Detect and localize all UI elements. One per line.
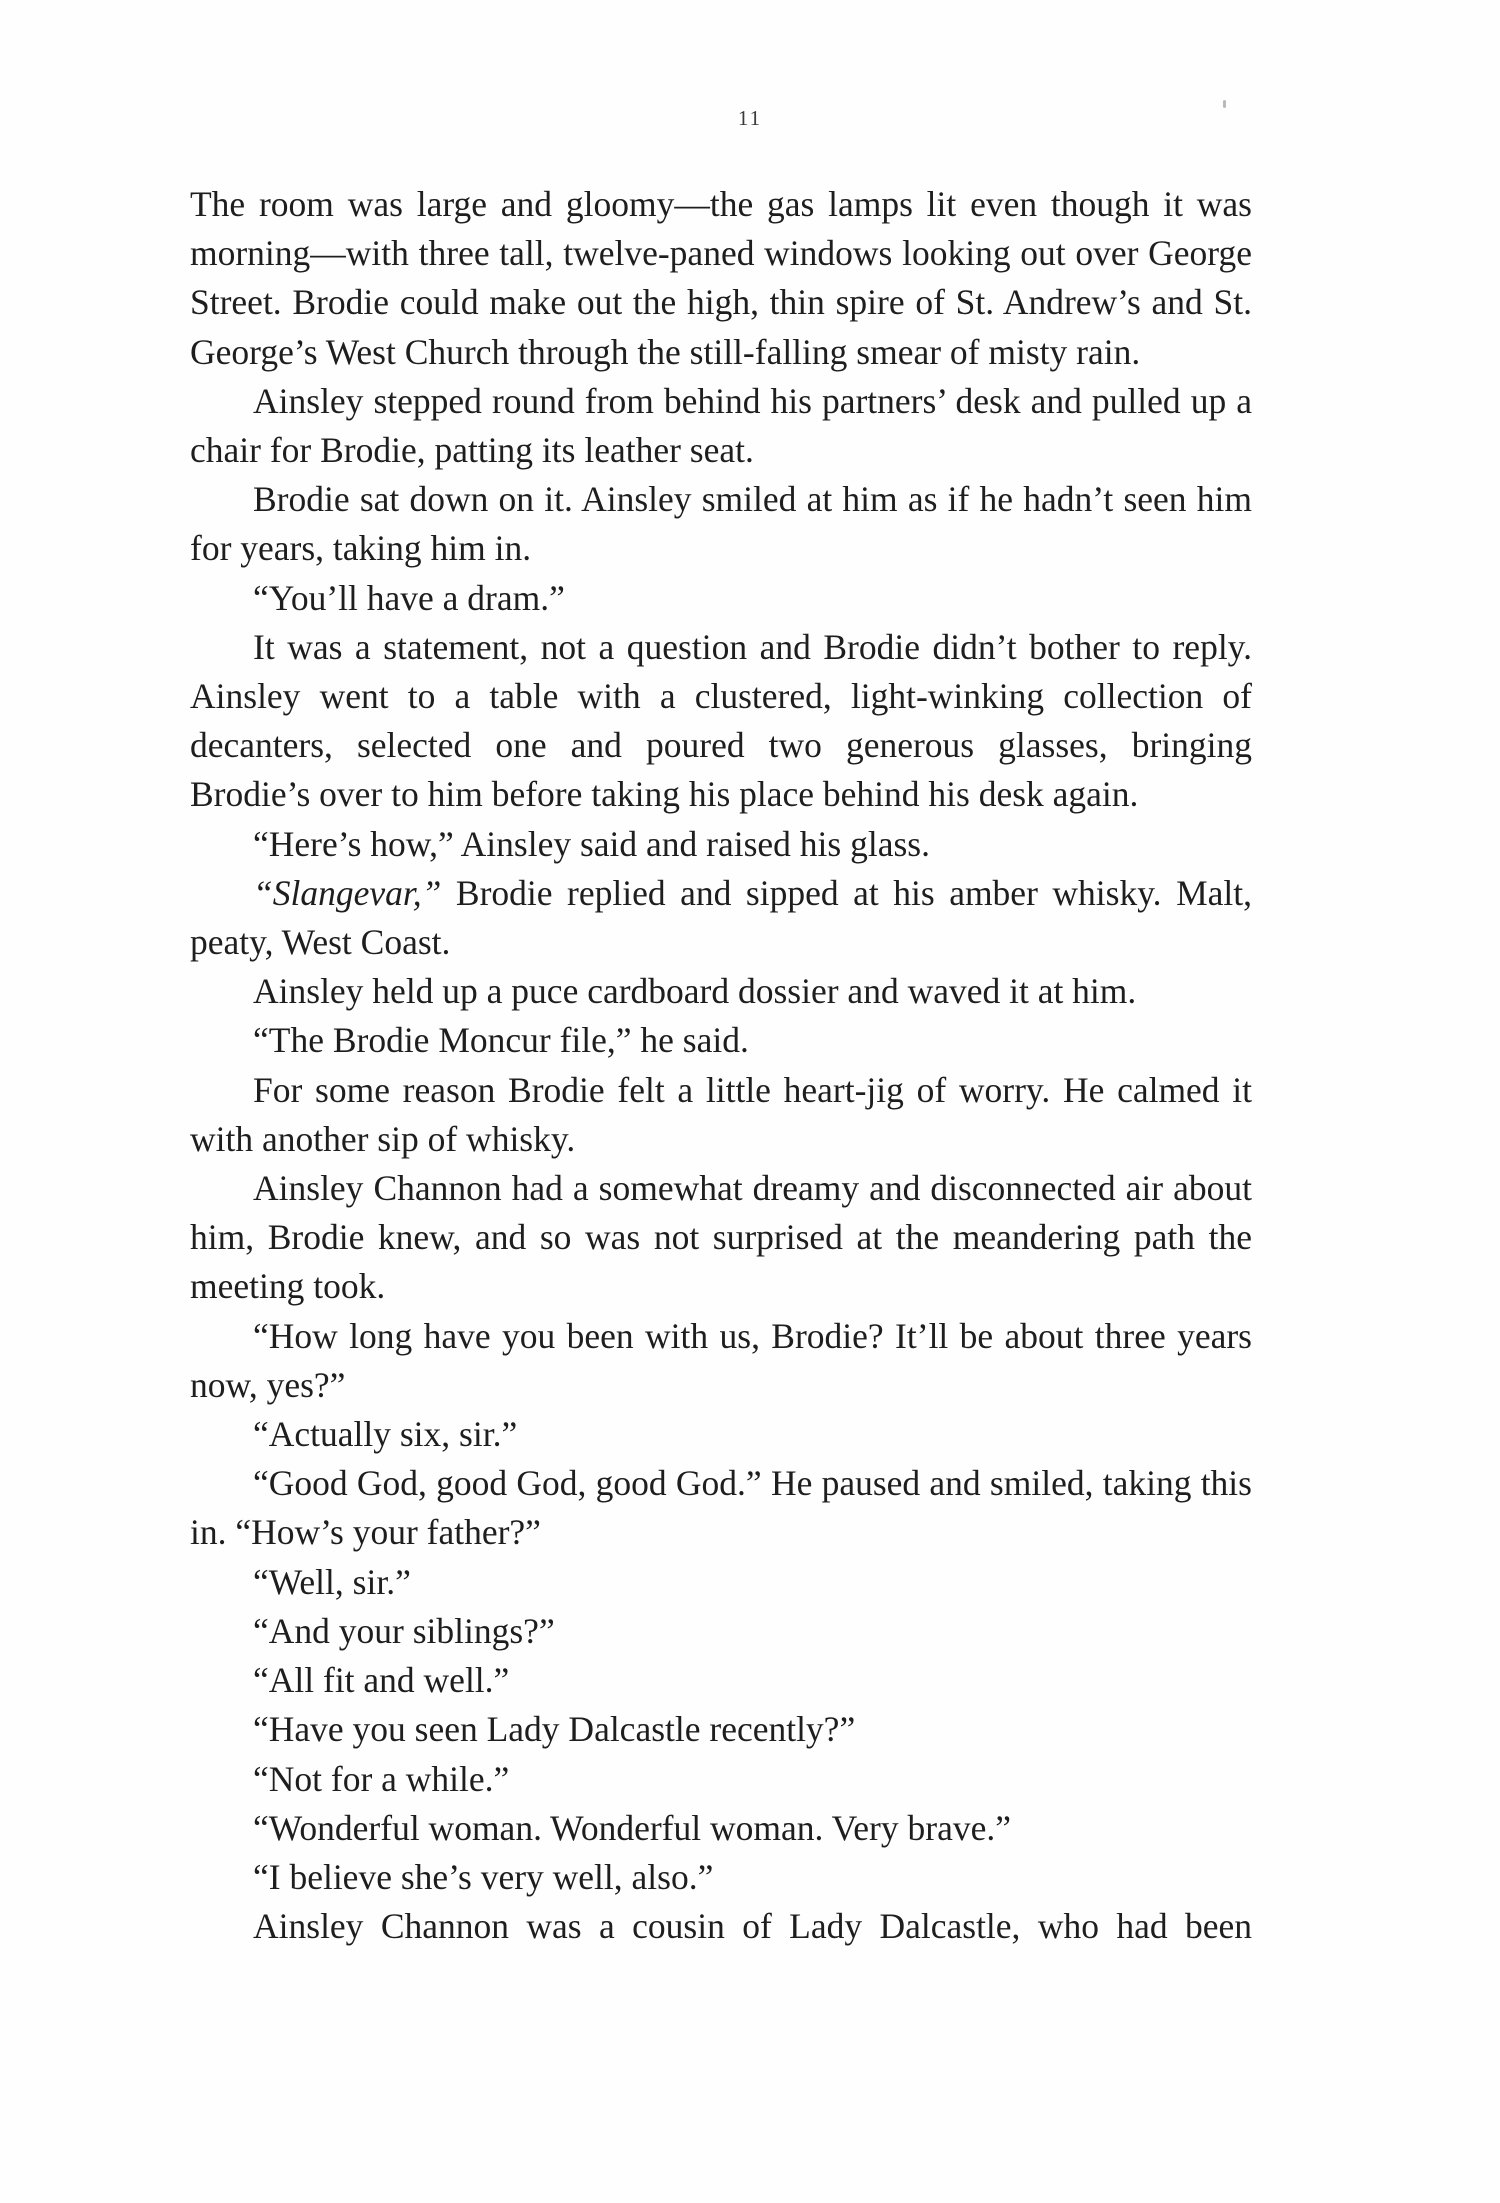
body-text (190, 180, 1252, 1951)
scan-speck (1223, 100, 1226, 108)
paragraph: “Here’s how,” Ainsley said and raised his glass. (253, 823, 930, 864)
paragraph: For some reason Brodie felt a little heart-jig of worry. He calmed it with another sip of whisky. (190, 1069, 1252, 1159)
paragraph: “And your siblings?” (253, 1610, 555, 1651)
paragraph: The room was large and gloomy—the gas lamps lit even though it was morning—with three tall, twelve-paned windows looking out over George Street. Brodie could make out the high, thin spire of St. Andrew’s and St. George’s West Church through the still-falling smear of misty rain. (190, 184, 1252, 372)
paragraph: Brodie sat down on it. Ainsley smiled at him as if he hadn’t seen him for years, taking him in. (190, 479, 1252, 569)
paragraph: “The Brodie Moncur file,” he said. (253, 1020, 749, 1061)
paragraph: Ainsley Channon was a cousin of Lady Dalcastle, who had been (253, 1906, 1252, 1947)
paragraph: “You’ll have a dram.” (253, 577, 565, 618)
paragraph: “Actually six, sir.” (253, 1414, 518, 1455)
paragraph: It was a statement, not a question and Brodie didn’t bother to reply. Ainsley went to a table with a clustered, light-winking collection of decanters, selected one and poured two generous glasses, bringing Brodie’s over to him before taking his place behind his desk again. (190, 626, 1252, 815)
paragraph-rest: Brodie replied and sipped at his amber whisky. Malt, peaty, West Coast. (190, 872, 1252, 963)
paragraph: “Have you seen Lady Dalcastle recently?” (253, 1709, 856, 1750)
paragraph: “Good God, good God, good God.” He paused and smiled, taking this in. “How’s your father?” (190, 1463, 1252, 1553)
paragraph: “How long have you been with us, Brodie? It’ll be about three years now, yes?” (190, 1315, 1252, 1405)
paragraph: “I believe she’s very well, also.” (253, 1856, 714, 1897)
paragraph (190, 869, 1252, 967)
paragraph: “Wonderful woman. Wonderful woman. Very brave.” (253, 1807, 1011, 1848)
paragraph: “Well, sir.” (253, 1561, 411, 1602)
paragraph: Ainsley Channon had a somewhat dreamy and disconnected air about him, Brodie knew, and so was not surprised at the meandering path the meeting took. (190, 1168, 1252, 1307)
paragraph: Ainsley held up a puce cardboard dossier and waved it at him. (253, 971, 1137, 1012)
paragraph: “All fit and well.” (253, 1660, 510, 1701)
paragraph: Ainsley stepped round from behind his partners’ desk and pulled up a chair for Brodie, patting its leather seat. (190, 380, 1252, 471)
italic-word: “Slangevar,” (253, 872, 442, 913)
paragraph: “Not for a while.” (253, 1758, 510, 1799)
page-number: 11 (737, 106, 763, 130)
